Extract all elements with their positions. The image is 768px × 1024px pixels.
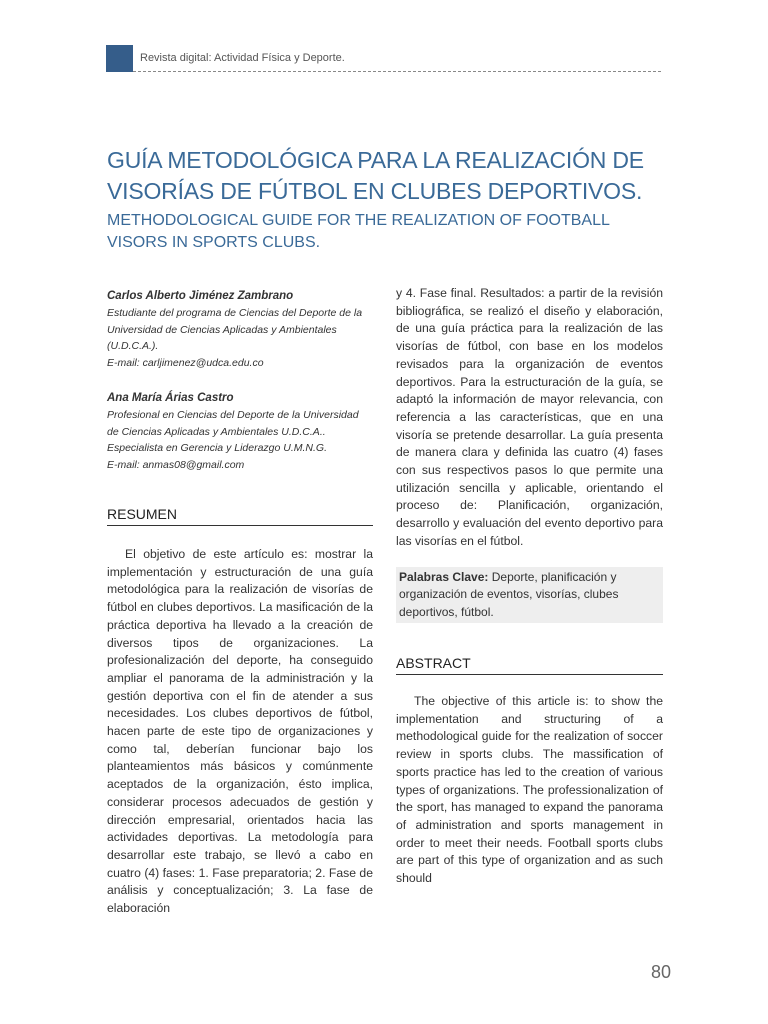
- author-email: E-mail: carljimenez@udca.edu.co: [107, 356, 264, 369]
- keywords-text: Deporte, planificación y organización de eventos, visorías, clubes deportivos, fútbol.: [399, 569, 619, 619]
- author-name: Carlos Alberto Jiménez Zambrano: [107, 290, 294, 302]
- author-specialization: Especialista en Gerencia y Liderazgo U.M.N.G.: [107, 442, 328, 454]
- resumen-heading: RESUMEN: [107, 506, 373, 526]
- resumen-text-continued: y 4. Fase final. Resultados: a partir de la revisión bibliográfica, se realizó el diseño y elaboración, de una guía práctica para la realización de las visorías de fútbol, con base en los modelos revisados para la organización de eventos deportivos. Para la estructuración de la guía, se adaptó la información de mayor relevancia, con referencia a las características, que en una visoría se pretende desarrollar. La guía presenta de manera clara y definida las cuatro (4) fases con sus respectivos pasos lo que permite una utilización sencilla y aplicable, orientando el proceso de: Planificación, organización, desarrollo y evaluación del evento deportivo para las visorías en el fútbol.: [396, 286, 663, 548]
- author-block: [107, 389, 373, 473]
- resumen-text: El objetivo de este artículo es: mostrar la implementación y estructuración de una guía metodológica para la realización de visorías de fútbol en clubes deportivos. La masificación de la práctica deportiva ha llevado a la creación de diversos tipos de organizaciones. La profesionalización del deporte, ha conseguido ampliar el panorama de la administración y la gestión deportiva con el fin de atender a sus necesidades. Los clubes deportivos de fútbol, hacen parte de este tipo de organizaciones y como tal, deberían funcionar bajo los planteamientos más básicos y comúnmente aceptados de la organización, ésto implica, considerar procesos adecuados de gestión y dirección empresarial, orientados hacia las actividades deportivas. La metodología para desarrollar este trabajo, se llevó a cabo en cuatro (4) fases: 1. Fase preparatoria; 2. Fase de análisis y conceptualización; 3. La fase de elaboración: [107, 547, 373, 916]
- article-subtitle: METHODOLOGICAL GUIDE FOR THE REALIZATION OF FOOTBALL VISORS IN SPORTS CLUBS.: [107, 212, 610, 251]
- page-number: 80: [650, 962, 671, 982]
- right-column: [396, 285, 663, 888]
- keywords-label: Palabras Clave:: [399, 569, 489, 584]
- author-affiliation: Profesional en Ciencias del Deporte de la Universidad de Ciencias Aplicadas y Ambientales U.D.C.A..: [107, 409, 359, 438]
- article-title: GUÍA METODOLÓGICA PARA LA REALIZACIÓN DE VISORÍAS DE FÚTBOL EN CLUBES DEPORTIVOS.: [107, 147, 644, 204]
- abstract-heading: ABSTRACT: [396, 655, 663, 675]
- journal-name: Revista digital: Actividad Física y Deporte.: [140, 52, 345, 64]
- author-block: [107, 287, 373, 371]
- author-affiliation: Estudiante del programa de Ciencias del Deporte de la Universidad de Ciencias Aplicadas y Ambientales (U.D.C.A.).: [107, 307, 363, 352]
- header-accent-block: [106, 45, 133, 72]
- author-email: E-mail: anmas08@gmail.com: [107, 458, 245, 471]
- left-column: [107, 285, 373, 918]
- header-divider: [133, 71, 661, 72]
- abstract-text: The objective of this article is: to show the implementation and structuring of a methodological guide for the realization of soccer review in sports clubs. The massification of sports practice has led to the creation of various types of organizations. The professionalization of the sport, has managed to expand the panorama of administration and sports management in order to meet their needs. Football sports clubs are part of this type of organization and as such should: [396, 694, 663, 886]
- keywords-box: [396, 567, 663, 624]
- author-name: Ana María Árias Castro: [107, 392, 234, 404]
